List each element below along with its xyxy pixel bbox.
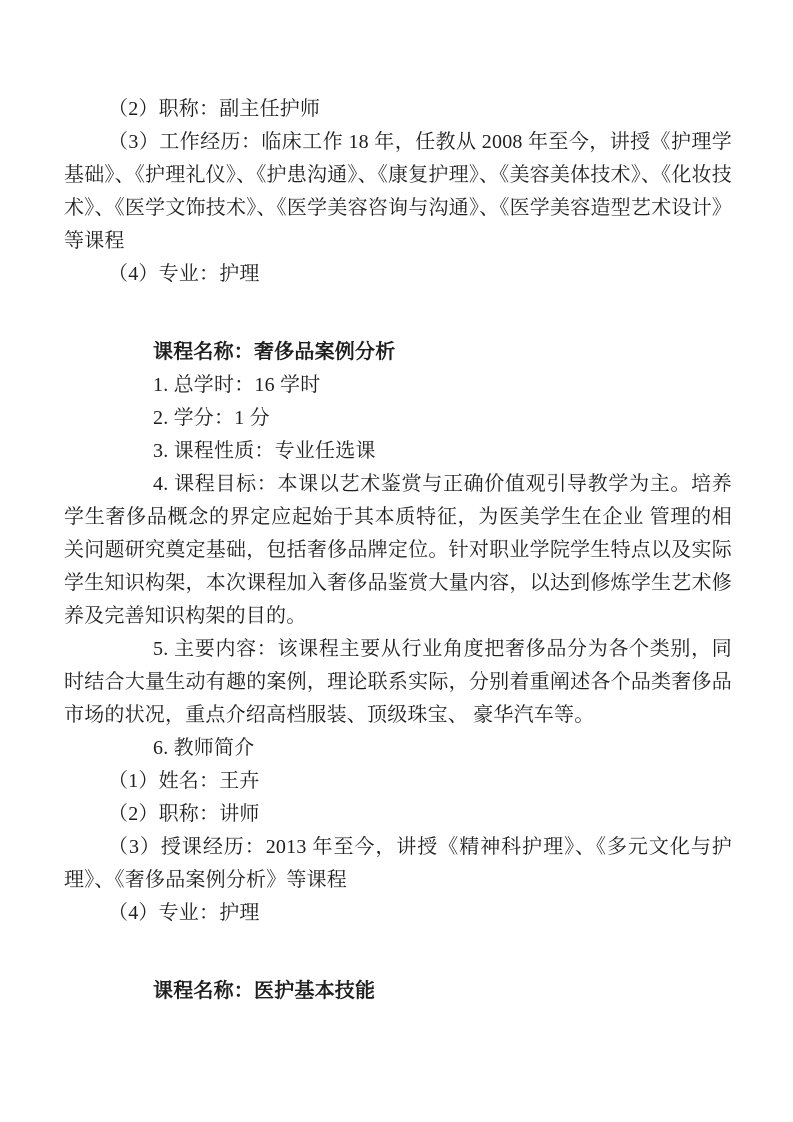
teacher2-name-line: （1）姓名：王卉	[108, 770, 260, 792]
document-content	[64, 93, 732, 1008]
teacher1-title-line: （2）职称：副主任护师	[108, 98, 321, 120]
teacher1-work-experience-paragraph: （3）工作经历：临床工作 18 年，任教从 2008 年至今，讲授《护理学基础》、《护理礼仪》、《护患沟通》、《康复护理》、《美容美体技术》、《化妆技术》、《医学文饰技术》、《医学美容咨询与沟通》、《医学美容造型艺术设计》等课程	[64, 131, 732, 252]
teacher-intro-heading-line: 6. 教师简介	[153, 737, 255, 759]
course-name-heading-medical-skills: 课程名称：医护基本技能	[153, 980, 376, 1002]
course-type-line: 3. 课程性质：专业任选课	[153, 440, 376, 462]
main-content-paragraph: 5. 主要内容：该课程主要从行业角度把奢侈品分为各个类别，同时结合大量生动有趣的案例，理论联系实际，分别着重阐述各个品类奢侈品市场的状况，重点介绍高档服装、顶级珠宝、 豪华汽车等。	[64, 638, 732, 726]
teacher2-title-line: （2）职称：讲师	[108, 803, 260, 825]
teacher2-teaching-experience-paragraph: （3）授课经历：2013 年至今，讲授《精神科护理》、《多元文化与护理》、《奢侈品案例分析》等课程	[64, 836, 732, 891]
course-objective-paragraph: 4. 课程目标：本课以艺术鉴赏与正确价值观引导教学为主。培养学生奢侈品概念的界定应起始于其本质特征，为医美学生在企业 管理的相关问题研究奠定基础，包括奢侈品牌定位。针对职业学院学生特点以及实际学生知识构架，本次课程加入奢侈品鉴赏大量内容，以达到修炼学生艺术修养及完善知识构架的目的。	[64, 473, 732, 627]
teacher1-major-line: （4）专业：护理	[108, 263, 260, 285]
teacher2-major-line: （4）专业：护理	[108, 902, 260, 924]
credits-line: 2. 学分：1 分	[153, 407, 270, 429]
course-name-heading-luxury: 课程名称：奢侈品案例分析	[153, 341, 396, 363]
total-hours-line: 1. 总学时：16 学时	[153, 374, 321, 396]
